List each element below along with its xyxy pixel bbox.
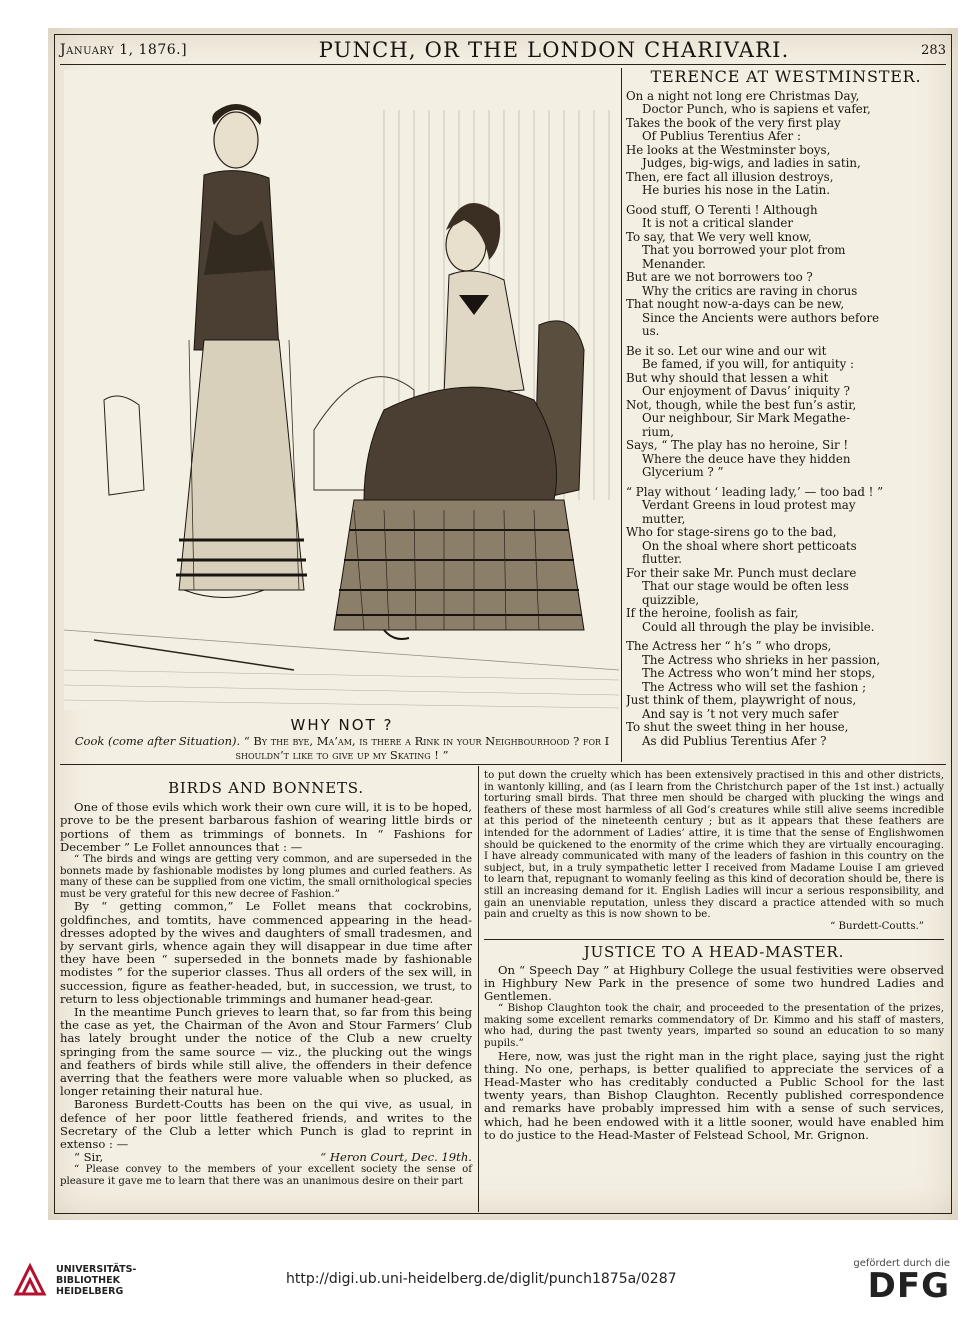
dfg-caption: gefördert durch die bbox=[853, 1258, 950, 1269]
poem-line: Our neighbour, Sir Mark Megathe- bbox=[642, 412, 851, 425]
poem-line: The Actress who will set the fashion ; bbox=[642, 680, 867, 694]
poem-line: Of Publius Terentius Afer : bbox=[642, 130, 801, 143]
poem-line: Judges, big-wigs, and ladies in satin, bbox=[642, 157, 861, 170]
page-number: 283 bbox=[921, 42, 946, 58]
poem-line: Takes the book of the very first play bbox=[626, 116, 841, 130]
section-divider bbox=[60, 764, 946, 765]
poem-line: Good stuff, O Terenti ! Although bbox=[626, 203, 818, 217]
letter-body: to put down the cruelty which has been extensively practised in this and other districts, in wantonly killing, and (as I learn from the Christchurch paper of the 1st inst.) actually torturing small birds. That three men should be charged with plucking the wings and feathers of these most harmless of all God’s creatures while still alive seems incredible at this period of the nineteenth century ; but as it appears that these feathers are intended for the adornment of Ladies’ attire, it is time that the sense of Englishwomen should be quickened to the enormity of the crime which they are virtually encouraging. I have already communicated with many of the leaders of fashion in this country on the subject, but, in a truly sympathetic letter I received from Madame Louise I am grieved to learn that, repugnant to womanly feeling as this kind of decoration should be, there is still an increasing demand for it. English Ladies will incur a serious responsibility, and gain an unenviable reputation, unless they discard a practice attended with so much pain and cruelty as this is now shown to be. bbox=[484, 770, 944, 921]
paragraph: One of those evils which work their own cure will, it is to be hoped, prove to be the present barbarous fashion of wearing little birds or portions of them as trimmings of bonnets. In “ Fashions for December ” Le Follet announces that : — bbox=[60, 800, 472, 854]
poem-line: Could all through the play be invisible. bbox=[642, 620, 875, 634]
engraving-svg bbox=[64, 70, 619, 710]
poem-line: To shut the sweet thing in her house, bbox=[626, 721, 849, 734]
dateline: “ Heron Court, Dec. 19th. bbox=[320, 1150, 472, 1165]
dfg-mark: DFG bbox=[867, 1266, 950, 1306]
poem-line: rium, bbox=[642, 425, 674, 439]
poem-line: It is not a critical slander bbox=[642, 217, 794, 230]
poem-line: Then, ere fact all illusion destroys, bbox=[626, 170, 834, 184]
poem-line: Why the critics are raving in chorus bbox=[642, 284, 858, 298]
cartoon-title: WHY NOT ? bbox=[290, 716, 394, 734]
poem-line: That nought now-a-days can be new, bbox=[626, 298, 845, 311]
poem-line: But why should that lessen a whit bbox=[626, 371, 829, 385]
paragraph: By “ getting common,” Le Follet means that cockrobins, goldfinches, and tomtits, have commenced appearing in the head-dresses adopted by the wives and daughters of small tradesmen, and by servant girls, whence again they will disappear in due time after they have been “ superseded in the bonnets made by fashionable modistes ” for the superior classes. Thus all orders of the sex will, in succession, figure as feather-headed, but, in succession, we trust, to return to less objectionable trimmings and humaner head-gear. bbox=[60, 899, 472, 1006]
poem-line: quizzible, bbox=[642, 593, 700, 607]
poem-line: Our enjoyment of Davus’ iniquity ? bbox=[642, 385, 850, 398]
poem-line: Where the deuce have they hidden bbox=[642, 452, 851, 466]
logo-line: BIBLIOTHEK bbox=[56, 1274, 120, 1286]
page-header bbox=[60, 36, 946, 65]
quoted-paragraph: “ The birds and wings are getting very common, and are superseded in the bonnets made by fashionable modistes by long plumes and curled feathers. As many of these can be supplied from one victim, the small ornithological species must be very grateful for this new decree of Fashion.” bbox=[60, 854, 472, 900]
dfg-logo[interactable] bbox=[853, 1258, 950, 1306]
masthead-title: PUNCH, OR THE LONDON CHARIVARI. bbox=[318, 38, 790, 62]
birds-bonnets-article bbox=[60, 770, 472, 1188]
column-divider-bottom bbox=[478, 766, 479, 1212]
poem-line: But are we not borrowers too ? bbox=[626, 271, 813, 284]
letter-salutation bbox=[60, 1151, 472, 1164]
caption-speaker: Cook (come after Situation). bbox=[74, 734, 241, 748]
poem-line: That you borrowed your plot from bbox=[642, 244, 846, 257]
poem-stanza-4 bbox=[626, 486, 946, 635]
poem-line: Be it so. Let our wine and our wit bbox=[626, 344, 827, 358]
library-crest-icon bbox=[12, 1262, 48, 1298]
poem-line: Glycerium ? ” bbox=[642, 466, 724, 479]
poem-line: To say, that We very well know, bbox=[626, 230, 812, 244]
caption-quote: “ By the bye, Ma’am, is there a Rink in your Neighbourhood ? for I shouldn’t like to give up my Skating ! ” bbox=[235, 734, 610, 762]
poem-line: As did Publius Terentius Afer ? bbox=[642, 734, 827, 748]
poem-line: us. bbox=[642, 325, 660, 338]
poem-stanza-2 bbox=[626, 204, 946, 339]
poem-line: Verdant Greens in loud protest may bbox=[642, 499, 856, 512]
letter-continuation bbox=[484, 770, 944, 1142]
salutation: “ Sir, bbox=[74, 1150, 104, 1165]
paragraph: Here, now, was just the right man in the right place, saying just the right thing. No one, perhaps, is better qualified to appreciate the services of a Head-Master who has creditably conducted a Public School for the last twenty years, than Bishop Claughton. Recently published correspondence and remarks have probably impressed him with a sense of such services, which, had he been endowed with it a little sooner, would have enabled him to do justice to the Head-Master of Felstead School, Mr. Grignon. bbox=[484, 1048, 944, 1142]
paragraph: On “ Speech Day ” at Highbury College the usual festivities were observed in Highbury New Park in the presence of some two hundred Ladies and Gentlemen. bbox=[484, 962, 944, 1003]
poem-line: That our stage would be often less bbox=[642, 580, 849, 593]
poem-stanza-3 bbox=[626, 345, 946, 480]
library-logo[interactable] bbox=[12, 1262, 136, 1298]
poem-line: Be famed, if you will, for antiquity : bbox=[642, 358, 854, 371]
poem-line: flutter. bbox=[642, 553, 683, 566]
magazine-page bbox=[48, 28, 958, 1220]
library-name bbox=[56, 1264, 136, 1297]
cartoon-caption bbox=[66, 734, 618, 762]
poem-title: TERENCE AT WESTMINSTER. bbox=[650, 67, 922, 86]
letter-start: “ Please convey to the members of your excellent society the sense of pleasure it gave me to learn that there was an unanimous desire on their part bbox=[60, 1164, 472, 1188]
poem-stanza-5 bbox=[626, 640, 946, 748]
poem-line: The Actress who won’t mind her stops, bbox=[642, 667, 876, 680]
poem-line: Just think of them, playwright of nous, bbox=[626, 694, 857, 707]
logo-line: UNIVERSITÄTS- bbox=[56, 1263, 137, 1275]
poem-line: Not, though, while the best fun’s astir, bbox=[626, 398, 857, 412]
article-title: BIRDS AND BONNETS. bbox=[168, 779, 364, 797]
paragraph: Baroness Burdett-Coutts has been on the qui vive, as usual, in defence of her poor little feathered friends, and writes to the Secretary of the Club a letter which Punch is glad to reprint in extenso : — bbox=[60, 1097, 472, 1152]
quoted-paragraph: “ Bishop Claughton took the chair, and proceeded to the presentation of the prizes, making some excellent remarks commendatory of Dr. Kimmo and his staff of masters, who had, during the past twenty years, imparted so sound an education to so many pupils.” bbox=[484, 1003, 944, 1049]
permalink-url[interactable]: http://digi.ub.uni-heidelberg.de/diglit/punch1875a/0287 bbox=[286, 1271, 677, 1287]
poem-line: If the heroine, foolish as fair, bbox=[626, 607, 799, 620]
poem-line: And say is ’t not very much safer bbox=[642, 707, 839, 721]
poem-line: Menander. bbox=[642, 257, 706, 271]
article-divider bbox=[484, 939, 944, 940]
poem-line: He buries his nose in the Latin. bbox=[642, 184, 830, 197]
poem-line: Since the Ancients were authors before bbox=[642, 311, 880, 325]
logo-line: HEIDELBERG bbox=[56, 1285, 124, 1297]
poem-line: On a night not long ere Christmas Day, bbox=[626, 89, 860, 103]
poem-line: For their sake Mr. Punch must declare bbox=[626, 566, 857, 580]
engraving-illustration bbox=[64, 70, 619, 710]
poem-stanza-1 bbox=[626, 90, 946, 198]
paragraph: In the meantime Punch grieves to learn that, so far from this being the case as yet, the Chairman of the Avon and Stour Farmers’ Club has lately brought under the notice of the Club a new cruelty springing from the same source — viz., the plucking out the wings and feathers of birds while still alive, the offenders in their defence averring that the feathers were more valuable when so plucked, as longer retaining their natural hue. bbox=[60, 1005, 472, 1099]
issue-date: January 1, 1876.] bbox=[60, 42, 188, 58]
poem-line: Says, “ The play has no heroine, Sir ! bbox=[626, 439, 849, 452]
poem-line: On the shoal where short petticoats bbox=[642, 539, 857, 553]
poem-line: “ Play without ‘ leading lady,’ — too bad ! ” bbox=[626, 485, 884, 499]
poem-line: Doctor Punch, who is sapiens et vafer, bbox=[642, 103, 871, 116]
letter-signature: “ Burdett-Coutts.” bbox=[830, 920, 924, 932]
terence-poem bbox=[626, 67, 946, 748]
column-divider-top bbox=[621, 68, 622, 762]
poem-line: mutter, bbox=[642, 512, 686, 526]
poem-line: He looks at the Westminster boys, bbox=[626, 143, 831, 157]
poem-line: The Actress who shrieks in her passion, bbox=[642, 653, 881, 667]
poem-line: The Actress her “ h’s ” who drops, bbox=[626, 640, 832, 653]
poem-line: Who for stage-sirens go to the bad, bbox=[626, 526, 837, 539]
article-title: JUSTICE TO A HEAD-MASTER. bbox=[583, 943, 845, 962]
